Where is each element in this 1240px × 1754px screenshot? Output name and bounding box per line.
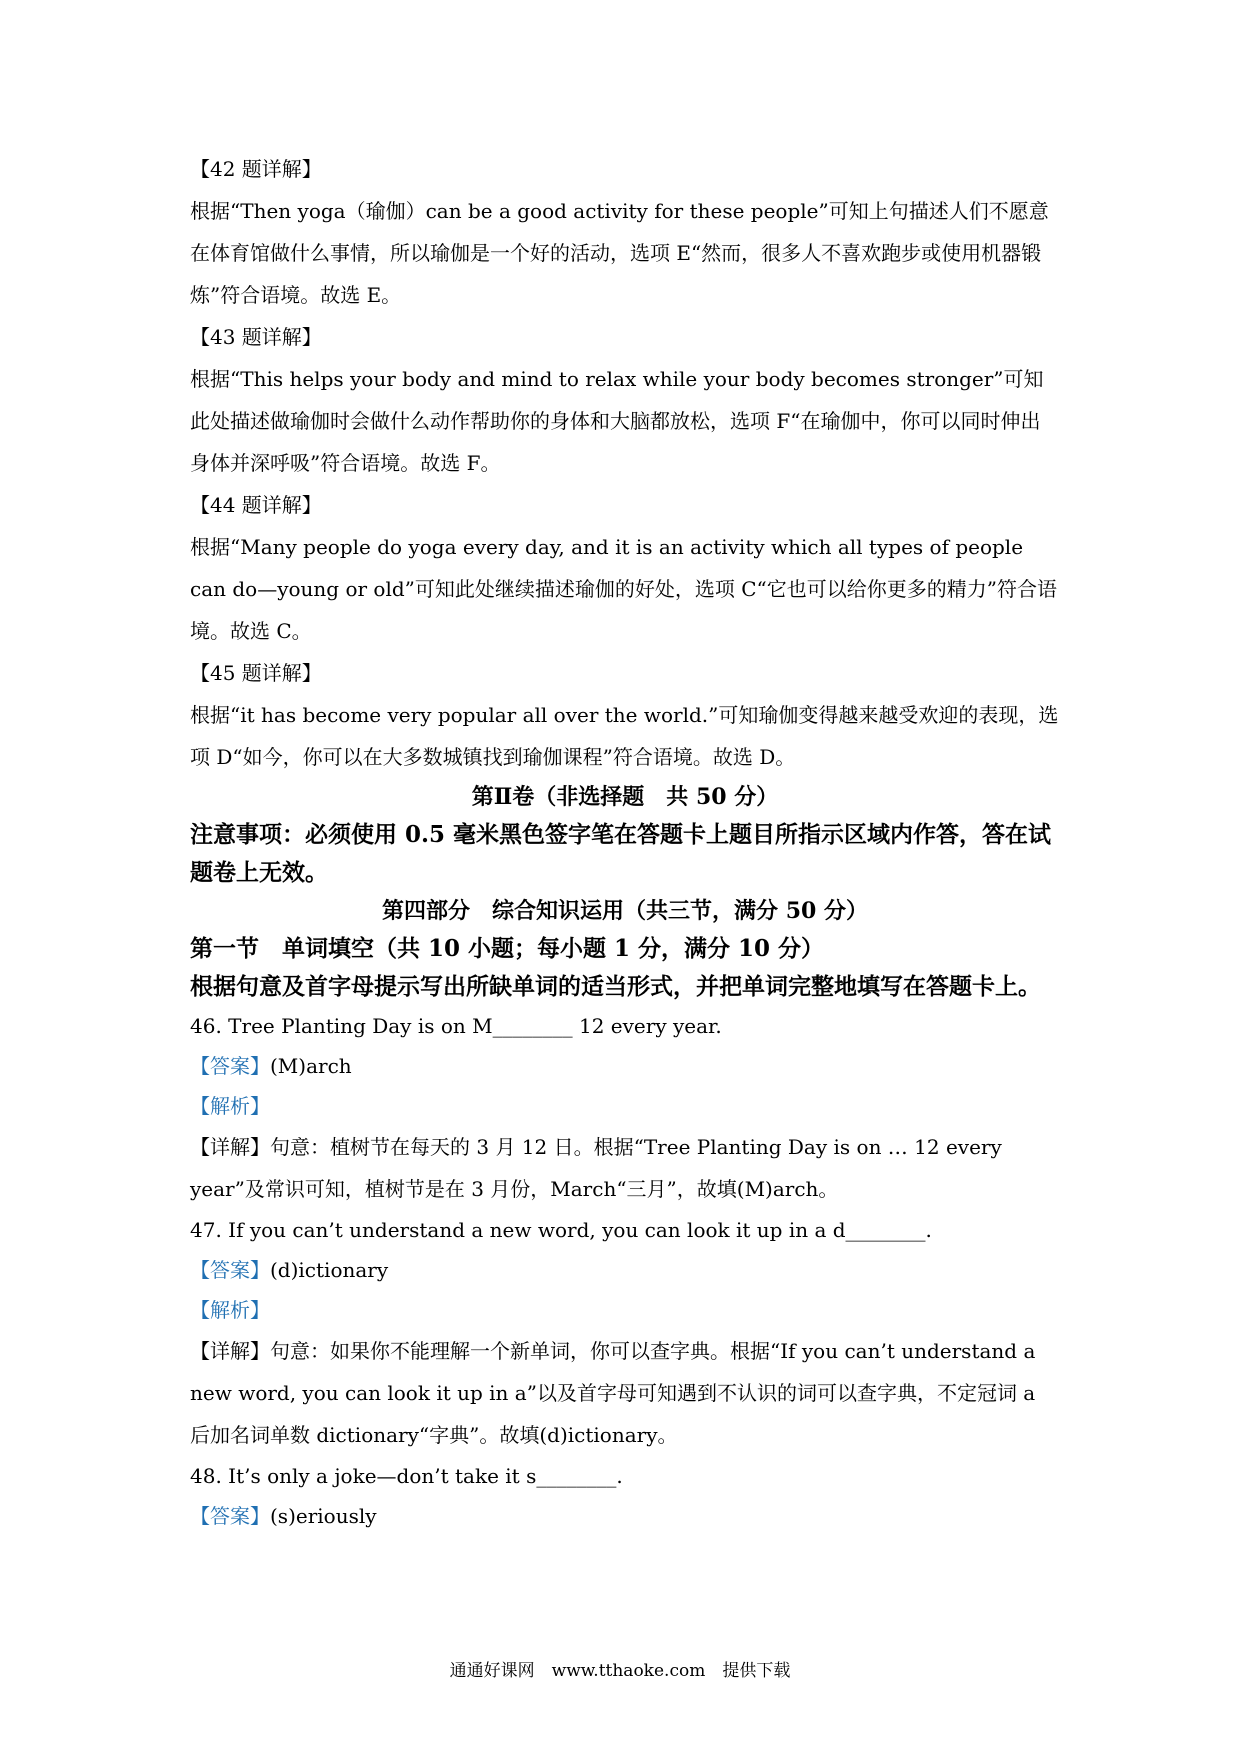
detail-tag: 【详解】 — [190, 1339, 270, 1363]
answer-tag: 【答案】 — [190, 1258, 270, 1282]
analysis-46-row — [190, 1086, 1060, 1126]
q44-header: 【44 题详解】 — [190, 493, 322, 517]
q43-text: 根据“This helps your body and mind to relax while your body becomes stronger”可知此处描述做瑜伽时会做什么动作帮助你的身体和大脑都放松，选项 F“在瑜伽中，你可以同时伸出身体并深呼吸”符合语境。故选 F。 — [190, 367, 1044, 475]
q42-header: 【42 题详解】 — [190, 157, 322, 181]
detail-46-row — [190, 1126, 1060, 1210]
answer-47: (d)ictionary — [270, 1258, 389, 1282]
detail-tag: 【详解】 — [190, 1135, 270, 1159]
part4-title: 第四部分 综合知识运用（共三节，满分 50 分） — [382, 898, 868, 924]
answer-tag: 【答案】 — [190, 1504, 270, 1528]
detail-46: 句意：植树节在每天的 3 月 12 日。根据“Tree Planting Day is on … 12 every year”及常识可知，植树节是在 3 月份，March“三月”，故填(M)arch。 — [190, 1135, 1002, 1201]
q44-text: 根据“Many people do yoga every day, and it is an activity which all types of people can do—young or old”可知此处继续描述瑜伽的好处，选项 C“它也可以给你更多的精力”符合语境。故选 C。 — [190, 535, 1058, 643]
page-content — [190, 148, 1060, 1536]
answer-47-row — [190, 1250, 1060, 1290]
instruction-text: 根据句意及首字母提示写出所缺单词的适当形式，并把单词完整地填写在答题卡上。 — [190, 973, 1041, 1000]
question-47: 47. If you can’t understand a new word, you can look it up in a d________. — [190, 1218, 932, 1242]
analysis-tag: 【解析】 — [190, 1094, 270, 1118]
part2-title: 第Ⅱ卷（非选择题 共 50 分） — [471, 784, 779, 810]
analysis-47-row — [190, 1290, 1060, 1330]
answer-46: (M)arch — [270, 1054, 352, 1078]
page-footer: 通通好课网 www.tthaoke.com 提供下载 — [449, 1661, 791, 1681]
answer-tag: 【答案】 — [190, 1054, 270, 1078]
question-48: 48. It’s only a joke—don’t take it s________. — [190, 1464, 623, 1488]
q43-header: 【43 题详解】 — [190, 325, 322, 349]
analysis-tag: 【解析】 — [190, 1298, 270, 1322]
section1-title: 第一节 单词填空（共 10 小题；每小题 1 分，满分 10 分） — [190, 935, 825, 962]
q45-text: 根据“it has become very popular all over the world.”可知瑜伽变得越来越受欢迎的表现，选项 D“如今，你可以在大多数城镇找到瑜伽课程”符合语境。故选 D。 — [190, 703, 1059, 769]
q42-text: 根据“Then yoga（瑜伽）can be a good activity for these people”可知上句描述人们不愿意在体育馆做什么事情，所以瑜伽是一个好的活动，选项 E“然而，很多人不喜欢跑步或使用机器锻炼”符合语境。故选 E。 — [190, 199, 1049, 307]
detail-47: 句意：如果你不能理解一个新单词，你可以查字典。根据“If you can’t understand a new word, you can look it up in a”以及首字母可知遇到不认识的词可以查字典，不定冠词 a 后加名词单数 dictionary“字典”。故填(d)ictionary。 — [190, 1339, 1036, 1447]
detail-47-row — [190, 1330, 1060, 1456]
q45-header: 【45 题详解】 — [190, 661, 322, 685]
answer-46-row — [190, 1046, 1060, 1086]
answer-48: (s)eriously — [270, 1504, 377, 1528]
notice-text: 注意事项：必须使用 0.5 毫米黑色签字笔在答题卡上题目所指示区域内作答，答在试题卷上无效。 — [190, 821, 1052, 886]
question-46: 46. Tree Planting Day is on M________ 12 every year. — [190, 1014, 722, 1038]
answer-48-row — [190, 1496, 1060, 1536]
